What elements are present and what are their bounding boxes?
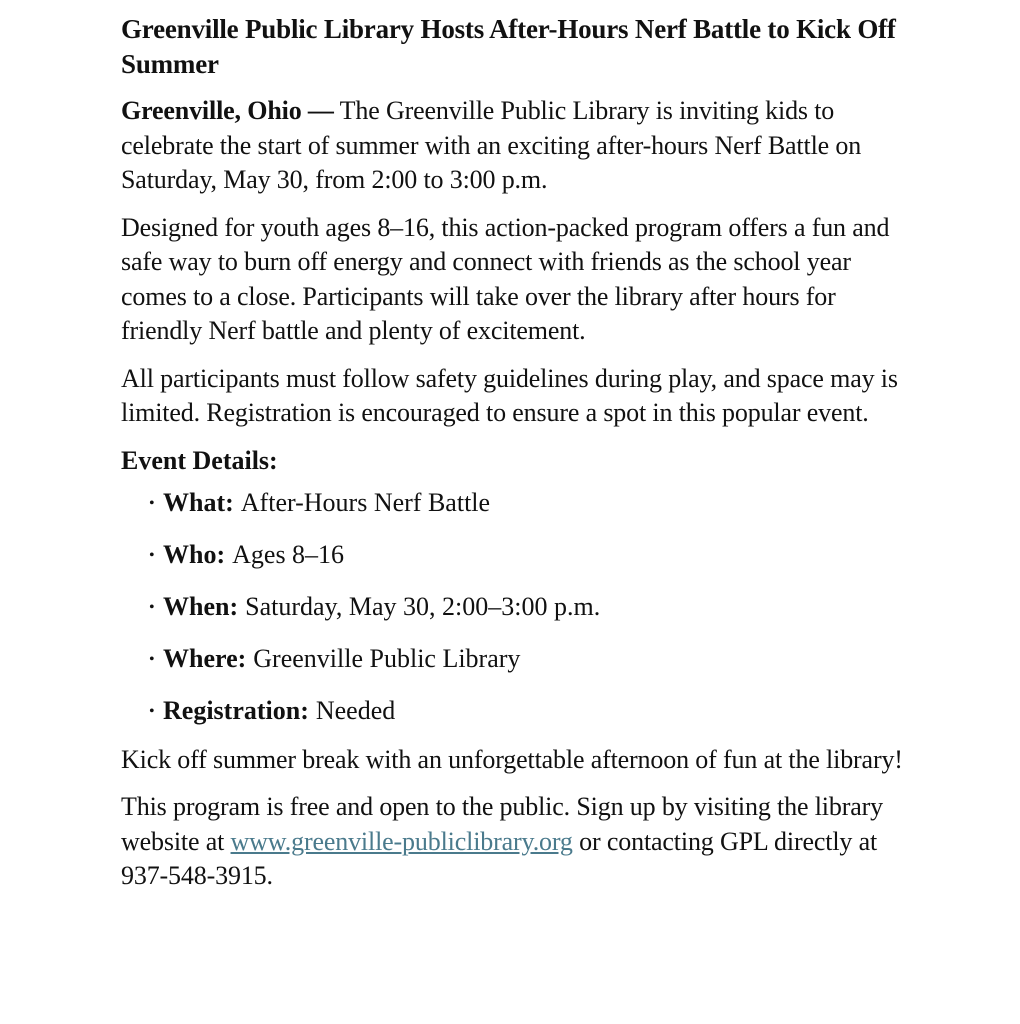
press-release: [121, 12, 911, 907]
bullet-icon: •: [149, 494, 155, 512]
event-details-heading: Event Details:: [121, 445, 278, 475]
detail-value: Saturday, May 30, 2:00–3:00 p.m.: [245, 591, 601, 621]
bullet-icon: •: [149, 650, 155, 668]
library-website-link[interactable]: www.greenville-publiclibrary.org: [230, 826, 573, 856]
detail-label: Where:: [163, 643, 247, 673]
detail-label: When:: [163, 591, 239, 621]
dateline: Greenville, Ohio —: [121, 96, 334, 125]
detail-value: Needed: [315, 695, 396, 725]
event-details-list: [121, 486, 911, 732]
detail-item-where: [149, 642, 911, 680]
lead-paragraph: [121, 94, 911, 198]
detail-value: Greenville Public Library: [253, 643, 521, 673]
contact-text-before: This program is free and open to the public. Sign up by visiting the library website at: [121, 792, 883, 856]
safety-paragraph: All participants must follow safety guidelines during play, and space may is limited. Registration is encouraged to ensure a spot in this popular event.: [121, 363, 898, 427]
description-paragraph: Designed for youth ages 8–16, this action-packed program offers a fun and safe way to burn off energy and connect with friends as the school year comes to a close. Participants will take over the library after hours for friendly Nerf battle and plenty of excitement.: [121, 212, 890, 345]
detail-value: Ages 8–16: [232, 539, 345, 569]
detail-item-what: [149, 486, 911, 524]
headline: Greenville Public Library Hosts After-Hours Nerf Battle to Kick Off Summer: [121, 14, 896, 79]
detail-item-registration: [149, 694, 911, 732]
bullet-icon: •: [149, 598, 155, 616]
detail-label: Registration:: [163, 695, 309, 725]
detail-item-who: [149, 538, 911, 576]
detail-label: What:: [163, 487, 234, 517]
contact-text-after: or contacting GPL directly at 937-548-3915.: [121, 826, 878, 890]
detail-label: Who:: [163, 539, 226, 569]
lead-text: The Greenville Public Library is inviting kids to celebrate the start of summer with an exciting after-hours Nerf Battle on Saturday, May 30, from 2:00 to 3:00 p.m.: [121, 96, 862, 194]
bullet-icon: •: [149, 546, 155, 564]
closing-paragraph: Kick off summer break with an unforgettable afternoon of fun at the library!: [121, 744, 903, 774]
bullet-icon: •: [149, 702, 155, 720]
contact-paragraph: [121, 790, 911, 894]
detail-value: After-Hours Nerf Battle: [240, 487, 491, 517]
detail-item-when: [149, 590, 911, 628]
